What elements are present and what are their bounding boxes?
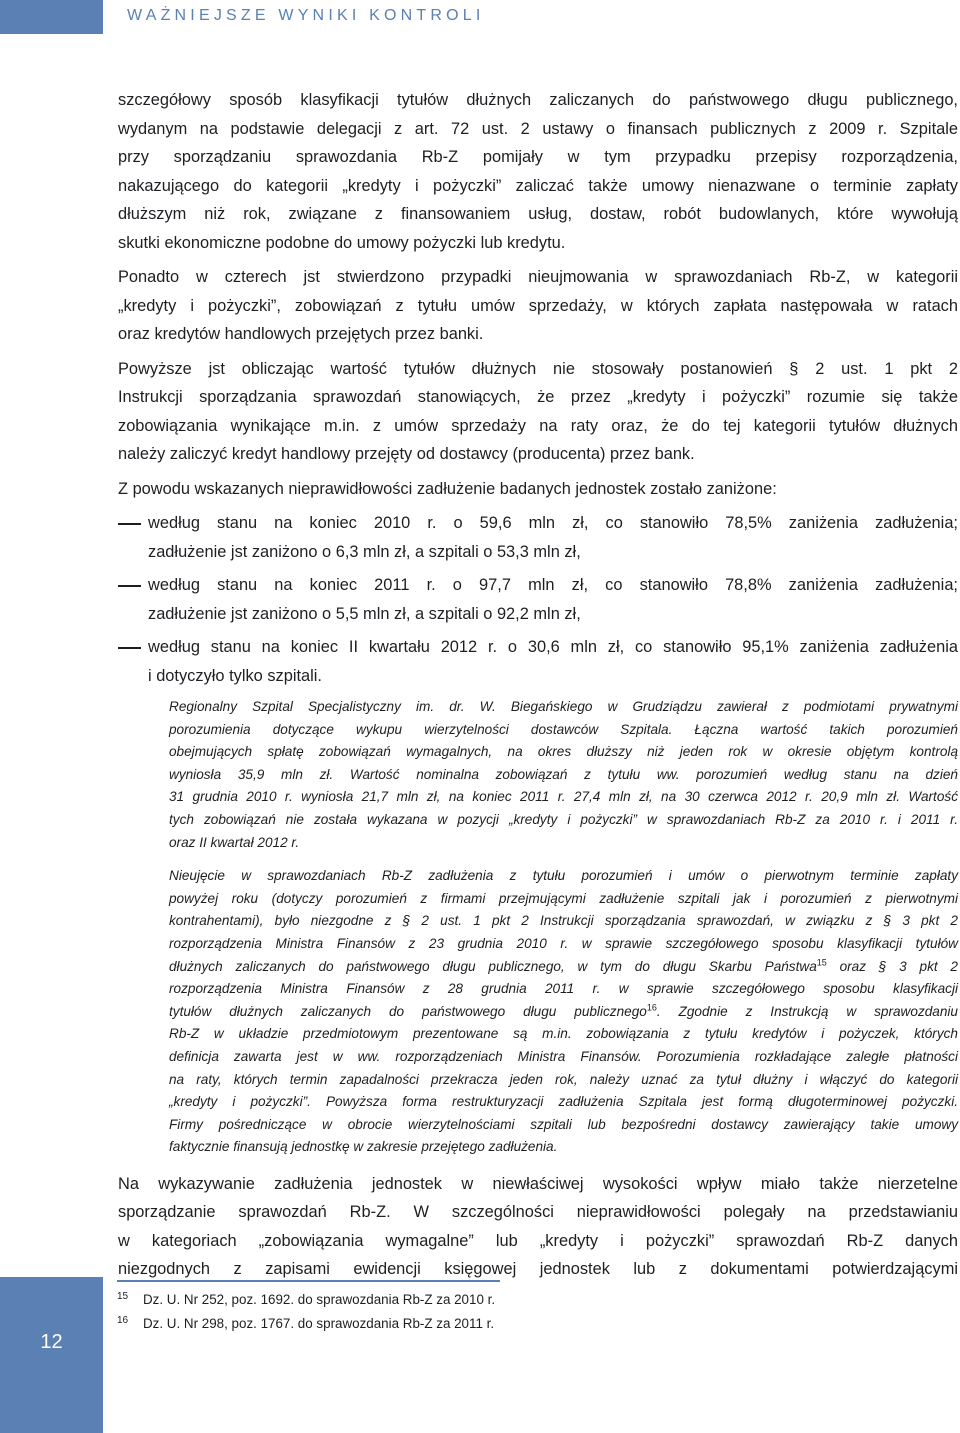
text-line: przy sporządzaniu sprawozdania Rb-Z pomijały w tym przypadku przepisy rozporządzenia,: [118, 148, 958, 166]
text-fragment: dłużnych zaliczanych do państwowego długu publicznego, w tym do długu Skarbu Państwa: [169, 958, 817, 974]
text-line: w kategoriach „zobowiązania wymagalne” lub „kredyty i pożyczki” sprawozdań Rb-Z danych: [118, 1231, 958, 1250]
text-line: 31 grudnia 2010 r. wyniosła 21,7 mln zł, na koniec 2011 r. 27,4 mln zł, na 30 czerwca 2012 r. 20,9 mln zł. Wartość: [169, 789, 958, 805]
text-line: zadłużenie jst zaniżono o 6,3 mln zł, a szpitali o 53,3 mln zł,: [148, 542, 581, 561]
text-line: na raty, których termin zapadalności przekracza jeden rok, należy uznać za tytuł dłużny i włączyć do kategorii: [169, 1071, 958, 1087]
section-title: WAŻNIEJSZE WYNIKI KONTROLI: [127, 7, 485, 24]
text-line: [169, 1001, 958, 1024]
list-item: [118, 633, 958, 690]
document-body: [118, 86, 958, 1290]
paragraph: [118, 263, 958, 349]
text-line: wyniosła 35,9 mln zł. Wartość nominalna zobowiązań z tytułu ww. porozumień według stanu na dzień: [169, 766, 958, 782]
footnotes: [117, 1290, 495, 1338]
footnote-divider: [117, 1280, 500, 1282]
text-line: porozumienia dotyczące wykupu wierzytelności dostawców Szpitala. Łączna wartość takich porozumień: [169, 721, 958, 737]
text-line: Z powodu wskazanych nieprawidłowości zadłużenie badanych jednostek zostało zaniżone:: [118, 479, 777, 498]
text-line: „kredyty i pożyczki”. Powyższa forma restrukturyzacji zadłużenia Szpitala jest formą długoterminowej pożyczki.: [169, 1094, 958, 1110]
footnote-number: 16: [117, 1315, 129, 1326]
text-line: rozporządzenia Ministra Finansów z 28 grudnia 2011 r. w sprawie szczegółowego sposobu klasyfikacji: [169, 981, 958, 997]
paragraph: [118, 355, 958, 469]
footnote-ref: 16: [646, 1002, 657, 1013]
text-line: sporządzanie sprawozdań Rb-Z. W szczególności nieprawidłowości polegały na przedstawianiu: [118, 1203, 958, 1222]
list-item: [118, 509, 958, 566]
text-line: wydanym na podstawie delegacji z art. 72 ust. 2 ustawy o finansach publicznych z 2009 r. Szpitale: [118, 119, 958, 138]
text-line: tych zobowiązań nie została wykazana w pozycji „kredyty i pożyczki” w sprawozdaniach Rb-Z za 2010 r. i 2011 r.: [169, 811, 958, 827]
paragraph: [118, 1170, 958, 1284]
text-line: skutki ekonomiczne podobne do umowy pożyczki lub kredytu.: [118, 233, 566, 252]
dash-bullet-icon: [118, 585, 141, 587]
text-line: kontrahentami), było niezgodne z § 2 ust. 1 pkt 2 Instrukcji sporządzania sprawozdań, w związku z § 3 pkt 2: [169, 913, 958, 929]
footnote-number: 15: [117, 1291, 129, 1302]
dash-bullet-icon: [118, 523, 141, 525]
page-number: 12: [40, 1331, 63, 1353]
page-header: [0, 0, 960, 34]
dash-bullet-icon: [118, 647, 141, 649]
text-line: należy zaliczyć kredyt handlowy przejęty od dostawcy (producenta) przez bank.: [118, 445, 695, 463]
text-line: oraz kredytów handlowych przejętych przez banki.: [118, 325, 484, 343]
text-line: Ponadto w czterech jst stwierdzono przypadki nieujmowania w sprawozdaniach Rb-Z, w kategorii: [118, 268, 958, 286]
case-paragraph: [169, 865, 958, 1159]
text-line: rozporządzenia Ministra Finansów z 23 grudnia 2010 r. w sprawie szczegółowego sposobu klasyfikacji tytułów: [169, 935, 958, 951]
text-line: definicja zawarta jest w ww. rozporządzeniach Ministra Finansów. Porozumienia rozkładające zaległe płatności: [169, 1048, 958, 1064]
text-line: Na wykazywanie zadłużenia jednostek w niewłaściwej wysokości wpływ miało także nierzetelne: [118, 1174, 958, 1193]
text-line: Powyższe jst obliczając wartość tytułów dłużnych nie stosowały postanowień § 2 ust. 1 pkt 2: [118, 359, 958, 378]
footnote-text: Dz. U. Nr 298, poz. 1767. do sprawozdania Rb-Z za 2011 r.: [143, 1316, 495, 1331]
case-study-box: [169, 696, 958, 1159]
footnote: [117, 1314, 495, 1334]
text-line: powyżej roku (dotyczy porozumień z firmami przejmującymi zadłużenie szpitali jak i porozumień z pierwotnymi: [169, 890, 958, 906]
paragraph: [118, 475, 958, 504]
text-line: Instrukcji sporządzania sprawozdań stanowiących, że przez „kredyty i pożyczki” rozumie się także: [118, 388, 958, 406]
text-line: zobowiązania wynikające m.in. z umów sprzedaży na raty oraz, że do tej kategorii tytułów dłużnych: [118, 416, 958, 435]
text-line: „kredyty i pożyczki”, zobowiązań z tytułu umów sprzedaży, w których zapłata następowała w ratach: [118, 296, 958, 315]
bullet-list: [118, 509, 958, 690]
text-line: według stanu na koniec II kwartału 2012 r. o 30,6 mln zł, co stanowiło 95,1% zaniżenia zadłużenia: [148, 638, 958, 656]
text-fragment: oraz § 3 pkt 2: [826, 958, 958, 974]
text-line: według stanu na koniec 2010 r. o 59,6 mln zł, co stanowiło 78,5% zaniżenia zadłużenia;: [148, 514, 958, 532]
text-line: Regionalny Szpital Specjalistyczny im. dr. W. Biegańskiego w Grudziądzu zawierał z podmiotami prywatnymi: [169, 699, 958, 714]
text-line: niezgodnych z zapisami ewidencji księgowej jednostek lub z dokumentami potwierdzającymi: [118, 1260, 958, 1279]
header-accent-block: [0, 0, 103, 34]
text-line: oraz II kwartał 2012 r.: [169, 834, 300, 850]
text-line: faktycznie finansują jednostkę w zakresie przejętego zadłużenia.: [169, 1139, 558, 1155]
text-line: Rb-Z w układzie przedmiotowym prezentowane są m.in. zobowiązania z tytułu kredytów i pożyczek, których: [169, 1026, 958, 1042]
footnote-ref: 15: [816, 957, 827, 967]
text-line: Firmy pośredniczące w obrocie wierzytelnościami szpitali lub bezpośredni dostawcy zawierający takie umowy: [169, 1116, 958, 1132]
text-line: nakazującego do kategorii „kredyty i pożyczki” zaliczać także umowy nienazwane o terminie zapłaty: [118, 176, 958, 195]
page-number-block: [0, 1277, 103, 1433]
footnote-text: Dz. U. Nr 252, poz. 1692. do sprawozdania Rb-Z za 2010 r.: [143, 1292, 496, 1307]
text-line: według stanu na koniec 2011 r. o 97,7 mln zł, co stanowiło 78,8% zaniżenia zadłużenia;: [148, 576, 958, 594]
text-line: dłuższym niż rok, związane z finansowaniem usług, dostaw, robót budowlanych, które wywołują: [118, 205, 958, 223]
list-item: [118, 571, 958, 628]
text-line: zadłużenie jst zaniżono o 5,5 mln zł, a szpitali o 92,2 mln zł,: [148, 604, 581, 623]
text-line: szczegółowy sposób klasyfikacji tytułów dłużnych zaliczanych do państwowego długu publicznego,: [118, 91, 958, 109]
paragraph: [118, 86, 958, 257]
text-fragment: tytułów dłużnych zaliczanych do państwowego długu publicznego: [169, 1003, 647, 1019]
text-line: i dotyczyło tylko szpitali.: [148, 666, 322, 685]
case-paragraph: [169, 696, 958, 854]
text-fragment: . Zgodnie z Instrukcją w sprawozdaniu: [656, 1003, 958, 1019]
footnote: [117, 1290, 495, 1310]
text-line: [169, 956, 958, 979]
text-line: Nieujęcie w sprawozdaniach Rb-Z zadłużenia z tytułu porozumień i umów o pierwotnym terminie zapłaty: [169, 868, 958, 884]
text-line: obejmujących spłatę zobowiązań wymagalnych, na okres dłuższy niż jeden rok w okresie objętym kontrolą: [169, 744, 958, 760]
